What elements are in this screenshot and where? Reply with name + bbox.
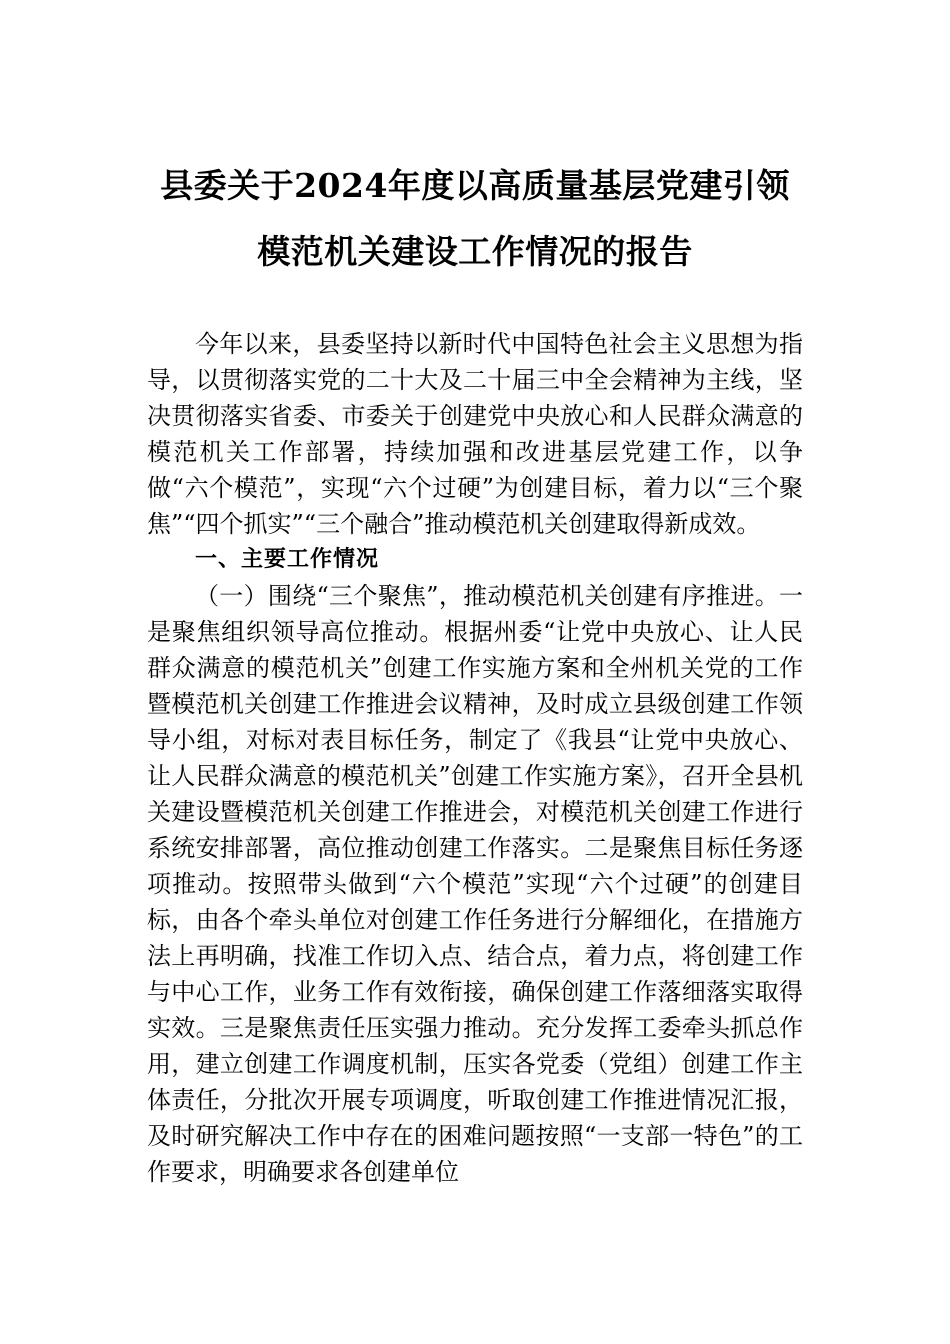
document-title-line-1: 县委关于2024年度以高质量基层党建引领 [160,166,790,205]
intro-paragraph: 今年以来，县委坚持以新时代中国特色社会主义思想为指导，以贯彻落实党的二十大及二十届三中全会精神为主线，坚决贯彻落实省委、市委关于创建党中央放心和人民群众满意的模范机关工作部署，持续加强和改进基层党建工作，以争做“六个模范”，实现“六个过硬”为创建目标，着力以“三个聚焦”“四个抓实”“三个融合”推动模范机关创建取得新成效。 [147,330,803,538]
section-paragraph-three-focus: （一）围绕“三个聚焦”，推动模范机关创建有序推进。一是聚焦组织领导高位推动。根据州委“让党中央放心、让人民群众满意的模范机关”创建工作实施方案和全州机关党的工作暨模范机关创建工作推进会议精神，及时成立县级创建工作领导小组，对标对表目标任务，制定了《我县“让党中央放心、让人民群众满意的模范机关”创建工作实施方案》，召开全县机关建设暨模范机关创建工作推进会，对模范机关创建工作进行系统安排部署，高位推动创建工作落实。二是聚焦目标任务逐项推动。按照带头做到“六个模范”实现“六个过硬”的创建目标，由各个牵头单位对创建工作任务进行分解细化，在措施方法上再明确，找准工作切入点、结合点，着力点，将创建工作与中心工作，业务工作有效衔接，确保创建工作落细落实取得实效。三是聚焦责任压实强力推动。充分发挥工委牵头抓总作用，建立创建工作调度机制，压实各党委（党组）创建工作主体责任，分批次开展专项调度，听取创建工作推进情况汇报，及时研究解决工作中存在的困难问题按照“一支部一特色”的工作要求，明确要求各创建单位 [147,582,803,1186]
document-title-line-2: 模范机关建设工作情况的报告 [257,232,693,271]
section-heading-main-work: 一、主要工作情况 [195,547,380,572]
document-body [147,326,803,1190]
